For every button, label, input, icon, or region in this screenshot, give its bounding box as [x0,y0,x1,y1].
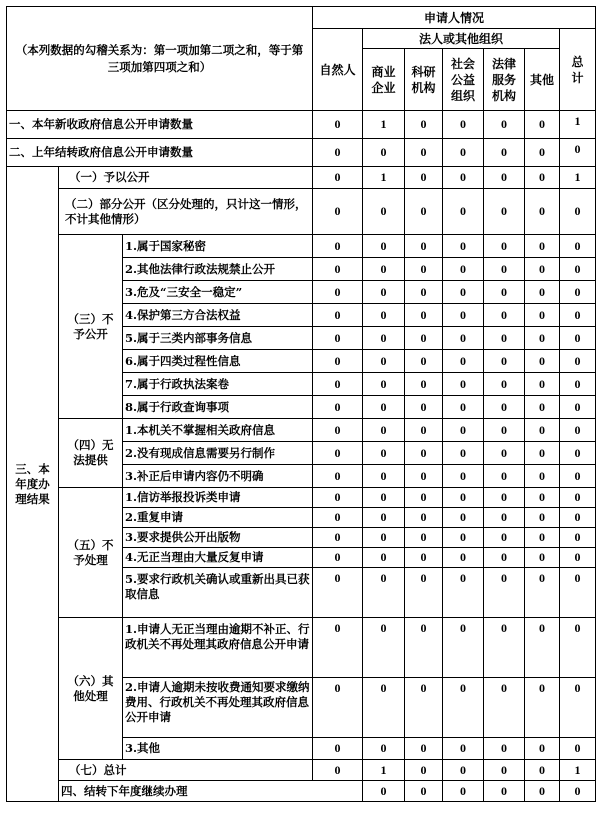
row-label: 1.信访举报投诉类申请 [123,488,313,508]
group-5-label: （五）不予处理 [59,488,123,618]
cell-value: 0 [484,548,525,568]
row-label: 5.属于三类内部事务信息 [123,327,313,350]
cell-value: 0 [525,189,560,235]
cell-value: 0 [443,111,484,139]
cell-value: 0 [484,111,525,139]
cell-value: 0 [405,781,443,802]
cell-value: 0 [363,465,405,488]
cell-value: 0 [313,167,363,189]
cell-value: 0 [443,189,484,235]
group-3-label: （三）不予公开 [59,235,123,419]
row-label: 1.申请人无正当理由逾期不补正、行政机关不再处理其政府信息公开申请 [123,618,313,678]
cell-value: 0 [484,760,525,781]
cell-value: 0 [443,442,484,465]
cell-value: 0 [560,738,596,760]
row-label: 2.申请人逾期未按收费通知要求缴纳费用、行政机关不再处理其政府信息公开申请 [123,678,313,738]
cell-value: 0 [443,678,484,738]
cell-value: 0 [560,488,596,508]
cell-value: 0 [484,442,525,465]
cell-value: 0 [560,508,596,528]
cell-value: 0 [443,396,484,419]
cell-value: 0 [405,350,443,373]
cell-value: 0 [525,111,560,139]
cell-value: 0 [363,738,405,760]
cell-value: 0 [313,678,363,738]
cell-value: 0 [443,167,484,189]
cell-value: 0 [560,548,596,568]
cell-value: 0 [443,568,484,618]
cell-value: 0 [560,568,596,618]
cell-value: 0 [313,548,363,568]
cell-value: 0 [484,618,525,678]
cell-value: 0 [525,488,560,508]
cell-value: 0 [560,304,596,327]
col-research: 科研机构 [405,49,443,111]
cell-value: 0 [363,281,405,304]
cell-value: 0 [405,568,443,618]
row-label: 3.其他 [123,738,313,760]
cell-value: 0 [313,568,363,618]
cell-value: 0 [313,419,363,442]
cell-value: 0 [525,373,560,396]
cell-value: 0 [525,327,560,350]
cell-value: 0 [363,419,405,442]
cell-value: 0 [405,618,443,678]
cell-value: 0 [405,442,443,465]
cell-value: 0 [363,442,405,465]
cell-value: 0 [560,528,596,548]
cell-value: 1 [363,167,405,189]
row-label: 3.补正后申请内容仍不明确 [123,465,313,488]
cell-value: 0 [484,678,525,738]
cell-value: 0 [443,327,484,350]
cell-value: 0 [484,419,525,442]
cell-value: 0 [405,528,443,548]
cell-value: 0 [525,508,560,528]
cell-value: 0 [484,350,525,373]
cell-value: 0 [405,678,443,738]
cell-value: 0 [313,281,363,304]
row-label: 1.本机关不掌握相关政府信息 [123,419,313,442]
cell-value: 0 [525,304,560,327]
cell-value: 0 [525,419,560,442]
row-label: 3.危及“三安全一稳定” [123,281,313,304]
cell-value: 0 [405,167,443,189]
group-4-label: （四）无法提供 [59,419,123,488]
cell-value: 0 [560,781,596,802]
cell-value: 0 [313,760,363,781]
cell-value: 0 [443,304,484,327]
cell-value: 0 [560,235,596,258]
cell-value: 0 [313,738,363,760]
cell-value: 0 [363,327,405,350]
cell-value: 0 [405,465,443,488]
cell-value: 0 [484,304,525,327]
cell-value: 0 [443,760,484,781]
col-business: 商业企业 [363,49,405,111]
cell-value: 0 [313,258,363,281]
cell-value: 0 [525,258,560,281]
cell-value: 0 [363,781,405,802]
row-label: 四、结转下年度继续办理 [59,781,363,802]
row-label: 3.要求提供公开出版物 [123,528,313,548]
cell-value: 1 [560,167,596,189]
header-legal-entities: 法人或其他组织 [363,29,560,49]
cell-value: 0 [443,465,484,488]
cell-value: 0 [484,568,525,618]
cell-value: 0 [560,442,596,465]
row-label: 5.要求行政机关确认或重新出具已获取信息 [123,568,313,618]
cell-value: 0 [484,508,525,528]
cell-value: 0 [443,781,484,802]
row-label: 2.没有现成信息需要另行制作 [123,442,313,465]
cell-value: 0 [484,167,525,189]
section-3-label: 三、本年度办理结果 [7,167,59,802]
col-other: 其他 [525,49,560,111]
cell-value: 0 [560,465,596,488]
cell-value: 0 [405,373,443,396]
cell-value: 0 [313,235,363,258]
cell-value: 1 [560,760,596,781]
cell-value: 0 [405,508,443,528]
cell-value: 0 [525,139,560,167]
cell-value: 0 [313,111,363,139]
cell-value: 0 [525,235,560,258]
cell-value: 1 [363,111,405,139]
cell-value: 0 [363,508,405,528]
row-label: （七）总计 [59,760,313,781]
cell-value: 0 [525,678,560,738]
cell-value: 0 [363,350,405,373]
cell-value: 0 [405,548,443,568]
cell-value: 0 [313,189,363,235]
cell-value: 0 [405,304,443,327]
header-note: （本列数据的勾稽关系为：第一项加第二项之和，等于第三项加第四项之和） [7,7,313,111]
cell-value: 0 [363,373,405,396]
gov-info-disclosure-table [6,6,596,802]
cell-value: 0 [560,327,596,350]
cell-value: 0 [484,488,525,508]
cell-value: 0 [484,781,525,802]
cell-value: 0 [560,281,596,304]
cell-value: 0 [363,618,405,678]
cell-value: 0 [525,465,560,488]
cell-value: 0 [405,327,443,350]
cell-value: 0 [525,396,560,419]
col-total: 总计 [560,29,596,111]
cell-value: 0 [363,235,405,258]
row-label: 4.保护第三方合法权益 [123,304,313,327]
cell-value: 0 [525,568,560,618]
cell-value: 0 [525,281,560,304]
cell-value: 0 [525,760,560,781]
cell-value: 0 [525,442,560,465]
header-applicant-info: 申请人情况 [313,7,596,29]
cell-value: 0 [560,419,596,442]
cell-value: 0 [405,189,443,235]
cell-value: 0 [484,465,525,488]
cell-value: 0 [443,258,484,281]
cell-value: 1 [363,760,405,781]
cell-value: 0 [525,618,560,678]
cell-value: 0 [560,350,596,373]
cell-value: 0 [405,396,443,419]
cell-value: 0 [443,373,484,396]
cell-value: 0 [484,373,525,396]
cell-value: 0 [443,235,484,258]
cell-value: 0 [525,548,560,568]
cell-value: 0 [443,281,484,304]
row-label: 二、上年结转政府信息公开申请数量 [7,139,313,167]
row-label: （二）部分公开（区分处理的，只计这一情形，不计其他情形） [59,189,313,235]
cell-value: 0 [313,528,363,548]
cell-value: 0 [560,678,596,738]
cell-value: 0 [313,396,363,419]
cell-value: 0 [313,618,363,678]
cell-value: 0 [405,419,443,442]
cell-value: 0 [560,189,596,235]
cell-value: 0 [405,738,443,760]
cell-value: 0 [363,488,405,508]
cell-value: 1 [560,111,596,139]
cell-value: 0 [405,760,443,781]
cell-value: 0 [313,373,363,396]
cell-value: 0 [363,258,405,281]
cell-value: 0 [525,781,560,802]
cell-value: 0 [560,618,596,678]
col-public-welfare: 社会公益组织 [443,49,484,111]
cell-value: 0 [363,678,405,738]
cell-value: 0 [525,528,560,548]
row-label: 4.无正当理由大量反复申请 [123,548,313,568]
cell-value: 0 [363,304,405,327]
cell-value: 0 [443,488,484,508]
cell-value: 0 [313,304,363,327]
cell-value: 0 [405,111,443,139]
cell-value: 0 [560,396,596,419]
cell-value: 0 [363,396,405,419]
row-label: 2.其他法律行政法规禁止公开 [123,258,313,281]
cell-value: 0 [484,396,525,419]
row-label: 7.属于行政执法案卷 [123,373,313,396]
cell-value: 0 [443,528,484,548]
cell-value: 0 [405,281,443,304]
cell-value: 0 [363,189,405,235]
cell-value: 0 [405,488,443,508]
cell-value: 0 [313,442,363,465]
cell-value: 0 [525,350,560,373]
cell-value: 0 [313,488,363,508]
cell-value: 0 [363,528,405,548]
cell-value: 0 [443,548,484,568]
row-label: （一）予以公开 [59,167,313,189]
cell-value: 0 [443,350,484,373]
cell-value: 0 [363,548,405,568]
cell-value: 0 [484,189,525,235]
group-6-label: （六）其他处理 [59,618,123,760]
cell-value: 0 [405,235,443,258]
cell-value: 0 [484,139,525,167]
cell-value: 0 [313,327,363,350]
cell-value: 0 [443,618,484,678]
cell-value: 0 [443,139,484,167]
cell-value: 0 [363,568,405,618]
cell-value: 0 [484,258,525,281]
cell-value: 0 [484,281,525,304]
cell-value: 0 [560,373,596,396]
cell-value: 0 [313,350,363,373]
row-label: 2.重复申请 [123,508,313,528]
cell-value: 0 [560,139,596,167]
cell-value: 0 [484,738,525,760]
col-natural-person: 自然人 [313,29,363,111]
cell-value: 0 [484,327,525,350]
row-label: 1.属于国家秘密 [123,235,313,258]
cell-value: 0 [525,738,560,760]
cell-value: 0 [313,508,363,528]
row-label: 一、本年新收政府信息公开申请数量 [7,111,313,139]
cell-value: 0 [560,258,596,281]
col-legal-service: 法律服务机构 [484,49,525,111]
cell-value: 0 [525,167,560,189]
cell-value: 0 [363,139,405,167]
cell-value: 0 [443,738,484,760]
cell-value: 0 [443,419,484,442]
cell-value: 0 [484,235,525,258]
row-label: 6.属于四类过程性信息 [123,350,313,373]
cell-value: 0 [313,139,363,167]
cell-value: 0 [484,528,525,548]
row-label: 8.属于行政查询事项 [123,396,313,419]
cell-value: 0 [405,258,443,281]
cell-value: 0 [405,139,443,167]
cell-value: 0 [313,465,363,488]
cell-value: 0 [443,508,484,528]
